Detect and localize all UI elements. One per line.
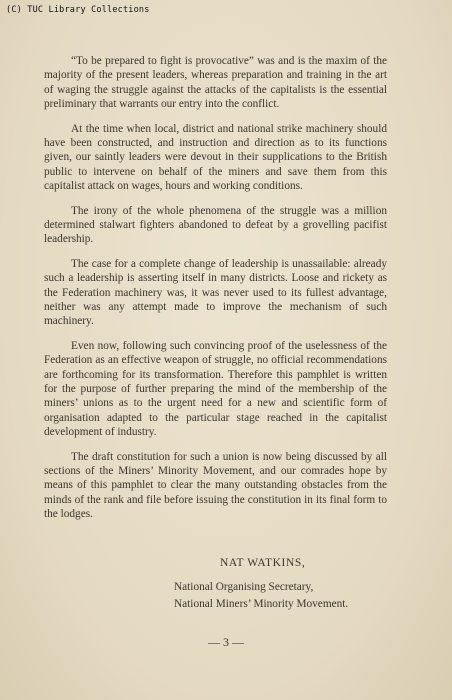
paragraph-4: The case for a complete change of leadership is unassailable: already such a leadership is asserting itself in many districts. Loose and rickety as the Federation machinery was, it was never used to its fullest advantage, neither was any attempt made to improve the mechanism of such machinery. (44, 258, 387, 328)
signature-title-1: National Organising Secretary, (174, 581, 314, 593)
page-number: — 3 — (208, 635, 244, 649)
signature-title-2: National Miners’ Minority Movement. (174, 598, 349, 610)
paragraph-3: The irony of the whole phenomena of the struggle was a million determined stalwart fighters abandoned to defeat by a grovelling pacifist leadership. (44, 204, 387, 246)
paragraph-5: Even now, following such convincing proof of the uselessness of the Federation as an effective weapon of struggle, no official recommendations are forthcoming for its transformation. Therefore this pamphlet is written for the purpose of further preparing the mind of the membership of the miners’ unions as to the urgent need for a new and scientific form of organisation adapted to the particular stage reached in the capitalist development of industry. (44, 340, 387, 438)
paragraph-2: At the time when local, district and national strike machinery should have been constructed, and instruction and direction as to its functions given, our saintly leaders were devout in their supplications to the British public to intervene on behalf of the miners and save them from this capitalist attack on wages, hours and working conditions. (44, 122, 387, 192)
signature-name: NAT WATKINS, (220, 557, 306, 569)
paragraph-6: The draft constitution for such a union is now being discussed by all sections of the Miners’ Minority Movement, and our comrades hope by means of this pamphlet to clear the many outstanding obstacles from the minds of the rank and file before issuing the constitution in its final form to the lodges. (44, 450, 387, 520)
paragraph-1: “To be prepared to fight is provocative” was and is the maxim of the majority of the present leaders, whereas preparation and training in the art of waging the struggle against the attacks of the capitalists is the essential preliminary that warrants our entry into the conflict. (44, 55, 387, 110)
body-text (44, 54, 387, 532)
copyright-watermark: (C) TUC Library Collections (6, 5, 150, 15)
